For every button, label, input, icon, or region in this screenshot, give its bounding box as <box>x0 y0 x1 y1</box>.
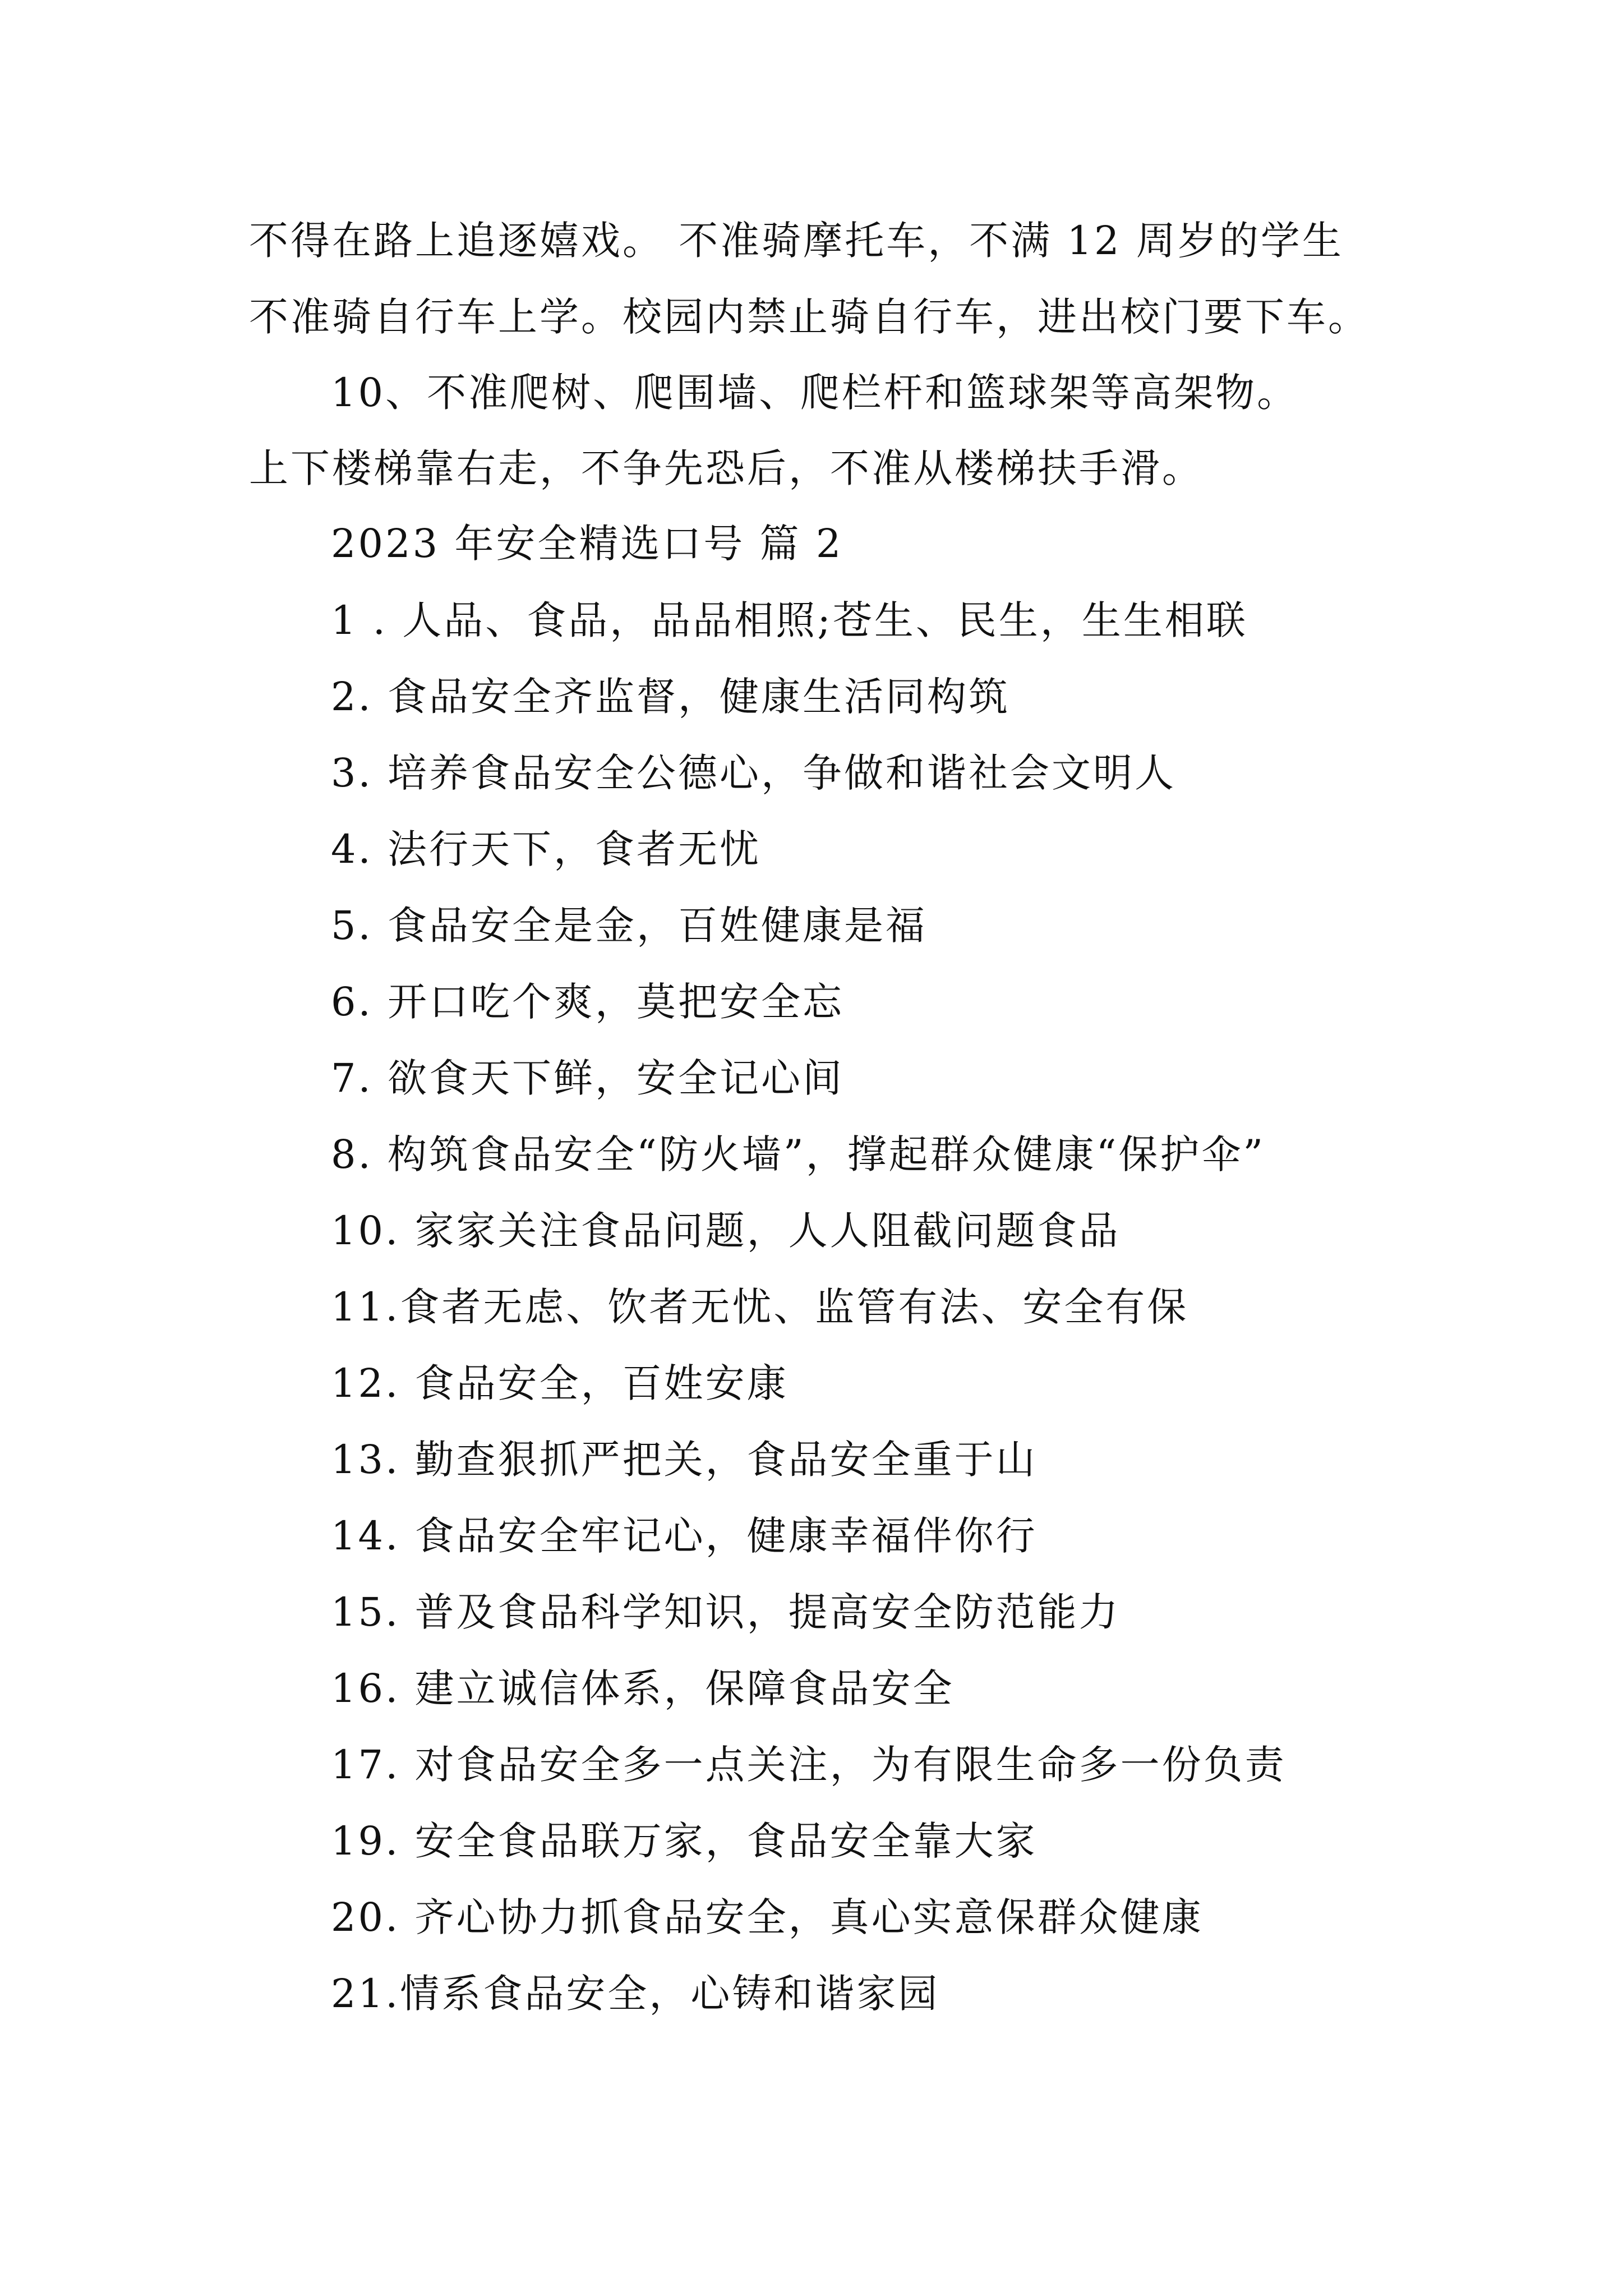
slogan-item: 11.食者无虑、饮者无忧、监管有法、安全有保 <box>331 1284 1189 1330</box>
slogan-item: 3. 培养食品安全公德心，争做和谐社会文明人 <box>331 750 1177 796</box>
slogan-item: 1 . 人品、食品，品品相照;苍生、民生，生生相联 <box>331 597 1248 643</box>
rule-10-line-2: 上下楼梯靠右走，不争先恐后，不准从楼梯扶手滑。 <box>249 445 1204 491</box>
slogan-item: 10. 家家关注食品问题，人人阻截问题食品 <box>331 1208 1121 1254</box>
section-heading: 2023 年安全精选口号 篇 2 <box>331 521 843 567</box>
slogan-item: 4. 法行天下，食者无忧 <box>331 826 762 872</box>
slogan-item: 14. 食品安全牢记心，健康幸福伴你行 <box>331 1513 1038 1559</box>
intro-line-2: 不准骑自行车上学。校园内禁止骑自行车，进出校门要下车。 <box>249 294 1370 340</box>
rule-10-line-1: 10、不准爬树、爬围墙、爬栏杆和篮球架等高架物。 <box>331 370 1299 416</box>
slogan-item: 8. 构筑食品安全“防火墙”，撑起群众健康“保护伞” <box>331 1131 1266 1177</box>
slogan-item: 5. 食品安全是金，百姓健康是福 <box>331 903 928 949</box>
slogan-item: 17. 对食品安全多一点关注，为有限生命多一份负责 <box>331 1742 1287 1788</box>
slogan-item: 6. 开口吃个爽，莫把安全忘 <box>331 979 845 1025</box>
slogan-item: 19. 安全食品联万家，食品安全靠大家 <box>331 1818 1038 1864</box>
intro-line-1: 不得在路上追逐嬉戏。 不准骑摩托车，不满 12 周岁的学生 <box>249 218 1344 264</box>
slogan-item: 15. 普及食品科学知识，提高安全防范能力 <box>331 1589 1121 1635</box>
slogan-item: 2. 食品安全齐监督，健康生活同构筑 <box>331 674 1011 720</box>
slogan-item: 7. 欲食天下鲜，安全记心间 <box>331 1055 845 1101</box>
slogan-item: 21.情系食品安全，心铸和谐家园 <box>331 1971 940 2017</box>
slogan-item: 20. 齐心协力抓食品安全，真心实意保群众健康 <box>331 1894 1204 1940</box>
slogan-item: 13. 勤查狠抓严把关，食品安全重于山 <box>331 1437 1038 1483</box>
slogan-item: 16. 建立诚信体系，保障食品安全 <box>331 1665 955 1711</box>
slogan-item: 12. 食品安全，百姓安康 <box>331 1360 789 1406</box>
